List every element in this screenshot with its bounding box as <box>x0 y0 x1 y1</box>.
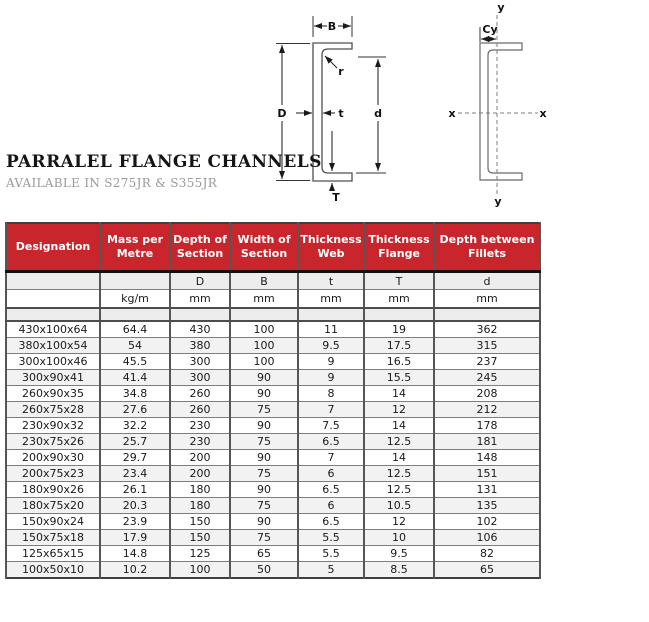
cell-width: 90 <box>230 370 298 386</box>
spacer-cell <box>6 308 100 321</box>
cell-depth: 150 <box>170 530 230 546</box>
cell-width: 75 <box>230 434 298 450</box>
cell-designation: 150x90x24 <box>6 514 100 530</box>
table-row <box>6 370 540 386</box>
header-row <box>6 223 540 272</box>
symbol-row <box>6 272 540 290</box>
dim-label-D: D <box>277 107 287 120</box>
cell-mass: 20.3 <box>100 498 170 514</box>
cell-depth: 125 <box>170 546 230 562</box>
cell-web: 6 <box>298 466 364 482</box>
cell-flange: 17.5 <box>364 338 434 354</box>
symbol-cell: t <box>298 272 364 290</box>
cell-designation: 150x75x18 <box>6 530 100 546</box>
spacer-cell <box>434 308 540 321</box>
table-row <box>6 434 540 450</box>
cell-flange: 12 <box>364 402 434 418</box>
cell-width: 100 <box>230 321 298 338</box>
cell-web: 6.5 <box>298 482 364 498</box>
axis-label-y-bottom: y <box>494 195 502 208</box>
cell-mass: 45.5 <box>100 354 170 370</box>
symbol-cell: T <box>364 272 434 290</box>
cell-web: 7 <box>298 450 364 466</box>
cell-web: 8 <box>298 386 364 402</box>
cell-width: 75 <box>230 498 298 514</box>
dim-label-B: B <box>327 20 337 33</box>
cell-mass: 25.7 <box>100 434 170 450</box>
cell-fillets: 131 <box>434 482 540 498</box>
unit-cell: kg/m <box>100 290 170 309</box>
cell-depth: 180 <box>170 498 230 514</box>
channel-outline <box>480 43 522 180</box>
cell-mass: 34.8 <box>100 386 170 402</box>
cell-fillets: 362 <box>434 321 540 338</box>
spacer-cell <box>230 308 298 321</box>
cell-width: 100 <box>230 354 298 370</box>
cell-width: 90 <box>230 482 298 498</box>
table-row <box>6 450 540 466</box>
cell-mass: 17.9 <box>100 530 170 546</box>
cell-width: 100 <box>230 338 298 354</box>
cell-depth: 100 <box>170 562 230 579</box>
cell-mass: 26.1 <box>100 482 170 498</box>
cell-fillets: 102 <box>434 514 540 530</box>
spacer-cell <box>100 308 170 321</box>
title-block <box>6 152 322 190</box>
axis-label-x-right: x <box>539 107 547 120</box>
cell-designation: 180x90x26 <box>6 482 100 498</box>
cell-flange: 12.5 <box>364 434 434 450</box>
cell-flange: 14 <box>364 450 434 466</box>
col-header-width: Width of Section <box>230 223 298 272</box>
cell-depth: 300 <box>170 354 230 370</box>
cell-mass: 10.2 <box>100 562 170 579</box>
cell-flange: 8.5 <box>364 562 434 579</box>
cell-designation: 200x90x30 <box>6 450 100 466</box>
cell-fillets: 148 <box>434 450 540 466</box>
symbol-cell: B <box>230 272 298 290</box>
cell-designation: 200x75x23 <box>6 466 100 482</box>
cell-fillets: 135 <box>434 498 540 514</box>
cell-fillets: 151 <box>434 466 540 482</box>
cell-designation: 300x100x46 <box>6 354 100 370</box>
symbol-cell <box>6 272 100 290</box>
cell-depth: 180 <box>170 482 230 498</box>
dim-label-T: T <box>332 191 340 204</box>
channels-table <box>5 222 541 579</box>
cell-designation: 260x75x28 <box>6 402 100 418</box>
cell-flange: 9.5 <box>364 546 434 562</box>
unit-cell: mm <box>170 290 230 309</box>
table-row <box>6 418 540 434</box>
table-row <box>6 402 540 418</box>
table-row <box>6 386 540 402</box>
cell-depth: 430 <box>170 321 230 338</box>
cell-width: 75 <box>230 466 298 482</box>
cell-width: 90 <box>230 514 298 530</box>
page-subtitle: AVAILABLE IN S275JR & S355JR <box>6 176 218 190</box>
spacer-cell <box>364 308 434 321</box>
cell-fillets: 178 <box>434 418 540 434</box>
table-row <box>6 514 540 530</box>
cell-web: 6.5 <box>298 514 364 530</box>
cell-depth: 150 <box>170 514 230 530</box>
table-row <box>6 338 540 354</box>
cell-designation: 380x100x54 <box>6 338 100 354</box>
symbol-cell <box>100 272 170 290</box>
spacer-row <box>6 308 540 321</box>
cell-flange: 12.5 <box>364 482 434 498</box>
cell-fillets: 106 <box>434 530 540 546</box>
table-row <box>6 530 540 546</box>
unit-cell: mm <box>298 290 364 309</box>
cell-mass: 54 <box>100 338 170 354</box>
cell-designation: 230x75x26 <box>6 434 100 450</box>
cell-flange: 16.5 <box>364 354 434 370</box>
cell-mass: 29.7 <box>100 450 170 466</box>
axis-label-y-top: y <box>497 1 505 14</box>
cell-designation: 430x100x64 <box>6 321 100 338</box>
dim-label-r: r <box>338 65 344 78</box>
cell-designation: 180x75x20 <box>6 498 100 514</box>
col-header-depth: Depth of Section <box>170 223 230 272</box>
cell-web: 7 <box>298 402 364 418</box>
cell-web: 9.5 <box>298 338 364 354</box>
col-header-fillets: Depth between Fillets <box>434 223 540 272</box>
col-header-flange: Thickness Flange <box>364 223 434 272</box>
cell-fillets: 212 <box>434 402 540 418</box>
cell-width: 90 <box>230 450 298 466</box>
cell-web: 9 <box>298 354 364 370</box>
dim-label-cy: Cy <box>482 23 498 36</box>
cell-web: 5.5 <box>298 530 364 546</box>
cell-flange: 19 <box>364 321 434 338</box>
cell-fillets: 82 <box>434 546 540 562</box>
cell-flange: 12 <box>364 514 434 530</box>
cell-depth: 380 <box>170 338 230 354</box>
cell-mass: 27.6 <box>100 402 170 418</box>
cell-web: 6.5 <box>298 434 364 450</box>
table-row <box>6 466 540 482</box>
cell-web: 7.5 <box>298 418 364 434</box>
cell-flange: 14 <box>364 386 434 402</box>
cell-mass: 32.2 <box>100 418 170 434</box>
spacer-cell <box>170 308 230 321</box>
cell-flange: 10.5 <box>364 498 434 514</box>
col-header-web: Thickness Web <box>298 223 364 272</box>
cell-flange: 14 <box>364 418 434 434</box>
channel-axis-diagram <box>448 0 578 208</box>
table-row <box>6 498 540 514</box>
spacer-cell <box>298 308 364 321</box>
cell-width: 75 <box>230 530 298 546</box>
cell-web: 6 <box>298 498 364 514</box>
col-header-designation: Designation <box>6 223 100 272</box>
axis-label-x-left: x <box>448 107 456 120</box>
cell-depth: 230 <box>170 418 230 434</box>
cell-flange: 15.5 <box>364 370 434 386</box>
cell-width: 90 <box>230 418 298 434</box>
cell-designation: 300x90x41 <box>6 370 100 386</box>
cell-designation: 260x90x35 <box>6 386 100 402</box>
table-row <box>6 562 540 579</box>
symbol-cell: D <box>170 272 230 290</box>
cell-web: 11 <box>298 321 364 338</box>
cell-mass: 41.4 <box>100 370 170 386</box>
table-row <box>6 354 540 370</box>
table-row <box>6 482 540 498</box>
cell-depth: 260 <box>170 386 230 402</box>
cell-mass: 14.8 <box>100 546 170 562</box>
cell-width: 75 <box>230 402 298 418</box>
cell-fillets: 65 <box>434 562 540 579</box>
unit-cell: mm <box>434 290 540 309</box>
cell-flange: 10 <box>364 530 434 546</box>
cell-designation: 230x90x32 <box>6 418 100 434</box>
cell-depth: 200 <box>170 450 230 466</box>
dim-label-t: t <box>338 107 344 120</box>
cell-depth: 260 <box>170 402 230 418</box>
cell-fillets: 208 <box>434 386 540 402</box>
cell-fillets: 315 <box>434 338 540 354</box>
cell-width: 65 <box>230 546 298 562</box>
cell-designation: 100x50x10 <box>6 562 100 579</box>
cell-web: 9 <box>298 370 364 386</box>
cell-web: 5 <box>298 562 364 579</box>
unit-cell: mm <box>364 290 434 309</box>
cell-designation: 125x65x15 <box>6 546 100 562</box>
cell-mass: 23.9 <box>100 514 170 530</box>
table-row <box>6 546 540 562</box>
cell-flange: 12.5 <box>364 466 434 482</box>
cell-mass: 23.4 <box>100 466 170 482</box>
symbol-cell: d <box>434 272 540 290</box>
unit-cell: mm <box>230 290 298 309</box>
dim-label-d: d <box>374 107 382 120</box>
page-title: PARRALEL FLANGE CHANNELS <box>6 152 322 172</box>
unit-row <box>6 290 540 309</box>
r-leader-arrow <box>325 56 337 68</box>
cell-fillets: 181 <box>434 434 540 450</box>
cell-mass: 64.4 <box>100 321 170 338</box>
cell-depth: 200 <box>170 466 230 482</box>
cell-depth: 300 <box>170 370 230 386</box>
cell-fillets: 245 <box>434 370 540 386</box>
cell-web: 5.5 <box>298 546 364 562</box>
table-row <box>6 321 540 338</box>
col-header-mass: Mass per Metre <box>100 223 170 272</box>
cell-width: 50 <box>230 562 298 579</box>
cell-depth: 230 <box>170 434 230 450</box>
unit-cell <box>6 290 100 309</box>
cell-width: 90 <box>230 386 298 402</box>
cell-fillets: 237 <box>434 354 540 370</box>
